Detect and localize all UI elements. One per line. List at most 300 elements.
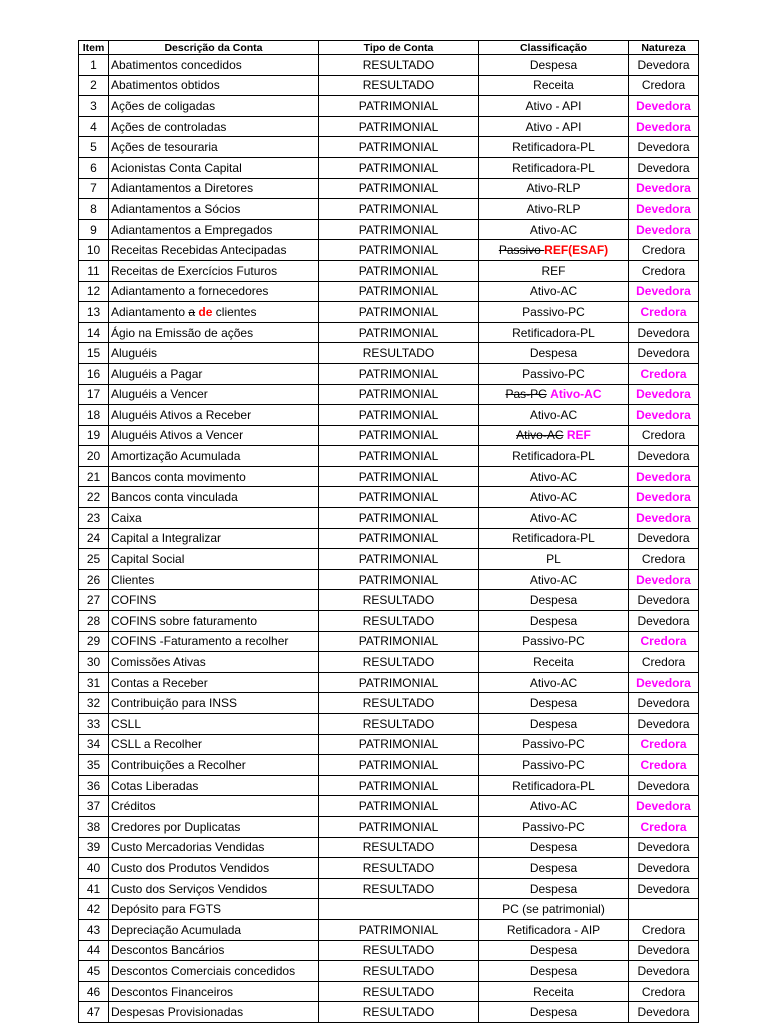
table-row [79,466,699,487]
header-tipo: Tipo de Conta [319,41,479,55]
tipo-cell: PATRIMONIAL [319,446,479,467]
natureza-cell: Devedora [629,569,699,590]
text-segment: Aluguéis Ativos a Vencer [111,428,244,443]
table-row [79,75,699,96]
classificacao-cell [479,178,629,199]
natureza-cell: Devedora [629,405,699,426]
item-cell: 14 [79,322,109,343]
classificacao-cell [479,508,629,529]
descricao-cell [109,919,319,940]
text-segment: PC (se patrimonial) [502,902,605,917]
classificacao-cell [479,240,629,261]
descricao-cell [109,240,319,261]
classificacao-cell [479,302,629,323]
text-segment: Ativo-AC [529,799,578,814]
descricao-cell [109,55,319,76]
text-segment: Receita [533,655,574,670]
classificacao-cell [479,446,629,467]
natureza-cell [629,899,699,920]
item-cell: 19 [79,425,109,446]
tipo-cell: RESULTADO [319,611,479,632]
descricao-cell [109,96,319,117]
natureza-cell: Credora [629,425,699,446]
item-cell: 42 [79,899,109,920]
natureza-cell: Devedora [629,528,699,549]
tipo-cell: PATRIMONIAL [319,549,479,570]
classificacao-cell [479,55,629,76]
item-cell: 35 [79,755,109,776]
text-segment: Retificadora-PL [512,160,595,175]
natureza-cell: Devedora [629,343,699,364]
natureza-cell: Devedora [629,590,699,611]
descricao-cell [109,446,319,467]
text-segment: Acionistas Conta Capital [111,160,242,175]
natureza-cell: Devedora [629,384,699,405]
descricao-cell [109,714,319,735]
classificacao-cell [479,693,629,714]
tipo-cell: PATRIMONIAL [319,157,479,178]
tipo-cell: PATRIMONIAL [319,631,479,652]
tipo-cell: PATRIMONIAL [319,487,479,508]
classificacao-cell [479,363,629,384]
text-segment: Custo Mercadorias Vendidas [111,840,265,855]
text-segment: Caixa [111,510,142,525]
tipo-cell: PATRIMONIAL [319,405,479,426]
item-cell: 34 [79,734,109,755]
tipo-cell: RESULTADO [319,75,479,96]
text-segment: Ativo-RLP [526,181,581,196]
natureza-cell: Devedora [629,55,699,76]
descricao-cell [109,775,319,796]
tipo-cell: PATRIMONIAL [319,816,479,837]
item-cell: 27 [79,590,109,611]
item-cell: 8 [79,199,109,220]
descricao-cell [109,796,319,817]
text-segment: Adiantamentos a Empregados [111,222,273,237]
natureza-cell: Credora [629,302,699,323]
text-segment: Aluguéis a Vencer [111,387,208,402]
text-segment: Créditos [111,799,156,814]
natureza-cell: Credora [629,631,699,652]
table-row [79,981,699,1002]
text-segment: Aluguéis [111,346,158,361]
classificacao-cell [479,466,629,487]
item-cell: 13 [79,302,109,323]
table-row [79,611,699,632]
classificacao-cell [479,487,629,508]
natureza-cell: Devedora [629,672,699,693]
table-row [79,693,699,714]
text-segment: COFINS [111,593,157,608]
classificacao-cell [479,816,629,837]
natureza-cell: Devedora [629,157,699,178]
text-segment: Descontos Bancários [111,943,225,958]
text-segment: Retificadora-PL [512,778,595,793]
natureza-cell: Devedora [629,96,699,117]
descricao-cell [109,858,319,879]
descricao-cell [109,405,319,426]
table-row [79,549,699,570]
table-row [79,878,699,899]
natureza-cell: Devedora [629,940,699,961]
tipo-cell: PATRIMONIAL [319,425,479,446]
text-segment: Descontos Comerciais concedidos [111,963,296,978]
item-cell: 3 [79,96,109,117]
natureza-cell: Devedora [629,961,699,982]
text-segment: Despesa [529,696,578,711]
table-row [79,425,699,446]
natureza-cell: Devedora [629,508,699,529]
descricao-cell [109,466,319,487]
header-descricao: Descrição da Conta [109,41,319,55]
item-cell: 25 [79,549,109,570]
text-segment: Ações de controladas [111,119,227,134]
descricao-cell [109,178,319,199]
tipo-cell: PATRIMONIAL [319,116,479,137]
text-segment: Ativo-AC [529,469,578,484]
table-row [79,343,699,364]
item-cell: 43 [79,919,109,940]
classificacao-cell [479,322,629,343]
text-segment: Ações de tesouraria [111,140,218,155]
classificacao-cell [479,425,629,446]
text-segment: Despesa [529,840,578,855]
text-segment: Ativo-AC [529,510,578,525]
classificacao-cell [479,590,629,611]
text-segment: Ações de coligadas [111,98,216,113]
table-row [79,714,699,735]
tipo-cell: PATRIMONIAL [319,178,479,199]
natureza-cell: Devedora [629,1002,699,1023]
item-cell: 22 [79,487,109,508]
descricao-cell [109,981,319,1002]
tipo-cell: RESULTADO [319,940,479,961]
item-cell: 21 [79,466,109,487]
descricao-cell [109,940,319,961]
classificacao-cell [479,157,629,178]
text-segment: Ativo-AC [529,407,578,422]
header-natureza: Natureza [629,41,699,55]
item-cell: 23 [79,508,109,529]
text-segment: Contas a Receber [111,675,208,690]
tipo-cell: PATRIMONIAL [319,219,479,240]
item-cell: 11 [79,260,109,281]
text-segment: COFINS sobre faturamento [111,613,258,628]
descricao-cell [109,219,319,240]
text-segment: Depreciação Acumulada [111,922,242,937]
tipo-cell: PATRIMONIAL [319,466,479,487]
text-segment: Receitas Recebidas Antecipadas [111,243,287,258]
table-row [79,199,699,220]
descricao-cell [109,528,319,549]
natureza-cell: Credora [629,363,699,384]
item-cell: 20 [79,446,109,467]
text-segment: Despesa [529,881,578,896]
natureza-cell: Devedora [629,796,699,817]
natureza-cell: Credora [629,652,699,673]
table-row [79,363,699,384]
tipo-cell [319,899,479,920]
classificacao-cell [479,858,629,879]
descricao-cell [109,384,319,405]
item-cell: 2 [79,75,109,96]
natureza-cell: Credora [629,260,699,281]
natureza-cell: Devedora [629,219,699,240]
natureza-cell: Devedora [629,178,699,199]
text-segment: Passivo-PC [522,366,585,381]
table-row [79,281,699,302]
tipo-cell: PATRIMONIAL [319,322,479,343]
classificacao-cell [479,343,629,364]
text-segment: Descontos Financeiros [111,984,234,999]
classificacao-cell [479,611,629,632]
classificacao-cell [479,940,629,961]
tipo-cell: PATRIMONIAL [319,672,479,693]
descricao-cell [109,157,319,178]
descricao-cell [109,75,319,96]
text-segment: Despesa [529,716,578,731]
classificacao-cell [479,1002,629,1023]
text-segment: Cotas Liberadas [111,778,199,793]
item-cell: 5 [79,137,109,158]
tipo-cell: PATRIMONIAL [319,796,479,817]
table-row [79,961,699,982]
classificacao-cell [479,775,629,796]
text-segment: Despesa [529,57,578,72]
table-row [79,487,699,508]
tipo-cell: RESULTADO [319,981,479,1002]
descricao-cell [109,816,319,837]
text-segment: Clientes [111,572,155,587]
table-row [79,116,699,137]
item-cell: 1 [79,55,109,76]
tipo-cell: PATRIMONIAL [319,755,479,776]
header-row [79,41,699,55]
item-cell: 37 [79,796,109,817]
tipo-cell: PATRIMONIAL [319,199,479,220]
descricao-cell [109,137,319,158]
table-row [79,858,699,879]
table-row [79,96,699,117]
text-segment: Comissões Ativas [111,655,206,670]
descricao-cell [109,837,319,858]
tipo-cell: RESULTADO [319,55,479,76]
classificacao-cell [479,528,629,549]
text-segment: Ágio na Emissão de ações [111,325,254,340]
classificacao-cell [479,672,629,693]
table-row [79,652,699,673]
descricao-cell [109,281,319,302]
descricao-cell [109,878,319,899]
item-cell: 38 [79,816,109,837]
natureza-cell: Devedora [629,487,699,508]
classificacao-cell [479,734,629,755]
text-segment: Abatimentos concedidos [111,57,242,72]
text-segment: Despesa [529,943,578,958]
tipo-cell: RESULTADO [319,837,479,858]
tipo-cell: PATRIMONIAL [319,569,479,590]
text-segment: Contribuição para INSS [111,696,238,711]
descricao-cell [109,899,319,920]
natureza-cell: Devedora [629,466,699,487]
tipo-cell: PATRIMONIAL [319,302,479,323]
natureza-cell: Devedora [629,137,699,158]
text-segment: Ativo-AC [529,675,578,690]
descricao-cell [109,631,319,652]
tipo-cell: RESULTADO [319,652,479,673]
tipo-cell: RESULTADO [319,858,479,879]
classificacao-cell [479,569,629,590]
text-segment: Despesa [529,963,578,978]
descricao-cell [109,611,319,632]
classificacao-cell [479,961,629,982]
text-segment: Retificadora-PL [512,531,595,546]
classificacao-cell [479,631,629,652]
descricao-cell [109,302,319,323]
table-row [79,775,699,796]
item-cell: 41 [79,878,109,899]
text-segment: Ativo - API [525,98,582,113]
classificacao-cell [479,837,629,858]
text-segment: Passivo-PC [522,819,585,834]
item-cell: 36 [79,775,109,796]
item-cell: 30 [79,652,109,673]
table-row [79,446,699,467]
text-segment: Adiantamentos a Sócios [111,201,241,216]
classificacao-cell [479,96,629,117]
text-segment: Ativo-AC [529,572,578,587]
text-segment: Passivo [498,243,545,258]
descricao-cell [109,755,319,776]
text-segment: Adiantamento [111,304,189,319]
tipo-cell: RESULTADO [319,714,479,735]
descricao-cell [109,549,319,570]
item-cell: 15 [79,343,109,364]
text-segment: Pas-PC [505,387,547,402]
text-segment: Custo dos Produtos Vendidos [111,860,270,875]
item-cell: 16 [79,363,109,384]
tipo-cell: PATRIMONIAL [319,508,479,529]
descricao-cell [109,672,319,693]
descricao-cell [109,343,319,364]
tipo-cell: RESULTADO [319,590,479,611]
table-row [79,816,699,837]
natureza-cell: Credora [629,919,699,940]
natureza-cell: Devedora [629,322,699,343]
text-segment: REF [541,263,566,278]
text-segment: CSLL a Recolher [111,737,202,752]
classificacao-cell [479,75,629,96]
table-row [79,837,699,858]
tipo-cell: PATRIMONIAL [319,919,479,940]
tipo-cell: PATRIMONIAL [319,734,479,755]
classificacao-cell [479,981,629,1002]
natureza-cell: Devedora [629,837,699,858]
text-segment: Retificadora-PL [512,449,595,464]
text-segment: Capital a Integralizar [111,531,222,546]
descricao-cell [109,961,319,982]
text-segment: Receitas de Exercícios Futuros [111,263,278,278]
item-cell: 46 [79,981,109,1002]
text-segment: clientes [212,304,257,319]
table-row [79,631,699,652]
table-row [79,219,699,240]
classificacao-cell [479,281,629,302]
natureza-cell: Devedora [629,446,699,467]
text-segment: Despesa [529,860,578,875]
natureza-cell: Devedora [629,116,699,137]
descricao-cell [109,487,319,508]
descricao-cell [109,508,319,529]
text-segment: Ativo-AC [516,428,564,443]
descricao-cell [109,363,319,384]
text-segment: COFINS -Faturamento a recolher [111,634,289,649]
text-segment: Custo dos Serviços Vendidos [111,881,268,896]
text-segment: Despesa [529,593,578,608]
text-segment: Abatimentos obtidos [111,78,220,93]
text-segment: Aluguéis Ativos a Receber [111,407,252,422]
text-segment: Credores por Duplicatas [111,819,241,834]
descricao-cell [109,322,319,343]
tipo-cell: RESULTADO [319,878,479,899]
text-segment: Bancos conta movimento [111,469,246,484]
text-segment: Despesas Provisionadas [111,1005,244,1020]
table-row [79,672,699,693]
table-row [79,55,699,76]
table-row [79,384,699,405]
table-row [79,590,699,611]
descricao-cell [109,734,319,755]
classificacao-cell [479,116,629,137]
text-segment: Retificadora-PL [512,140,595,155]
classificacao-cell [479,714,629,735]
text-segment: PL [546,552,561,567]
natureza-cell: Devedora [629,858,699,879]
classificacao-cell [479,796,629,817]
text-segment: Receita [533,78,574,93]
tipo-cell: PATRIMONIAL [319,528,479,549]
header-item: Item [79,41,109,55]
text-segment: Depósito para FGTS [111,902,222,917]
item-cell: 47 [79,1002,109,1023]
descricao-cell [109,1002,319,1023]
descricao-cell [109,260,319,281]
table-row [79,796,699,817]
table-row [79,405,699,426]
item-cell: 31 [79,672,109,693]
table-row [79,508,699,529]
header-classificacao: Classificação [479,41,629,55]
item-cell: 4 [79,116,109,137]
text-segment: a [188,304,196,319]
item-cell: 28 [79,611,109,632]
descricao-cell [109,693,319,714]
classificacao-cell [479,384,629,405]
classificacao-cell [479,549,629,570]
text-segment: Adiantamentos a Diretores [111,181,254,196]
classificacao-cell [479,919,629,940]
text-segment: Amortização Acumulada [111,449,241,464]
text-segment: Ativo-AC [529,222,578,237]
tipo-cell: PATRIMONIAL [319,260,479,281]
tipo-cell: RESULTADO [319,961,479,982]
classificacao-cell [479,219,629,240]
descricao-cell [109,425,319,446]
text-segment: Despesa [529,1005,578,1020]
item-cell: 29 [79,631,109,652]
tipo-cell: PATRIMONIAL [319,137,479,158]
item-cell: 12 [79,281,109,302]
